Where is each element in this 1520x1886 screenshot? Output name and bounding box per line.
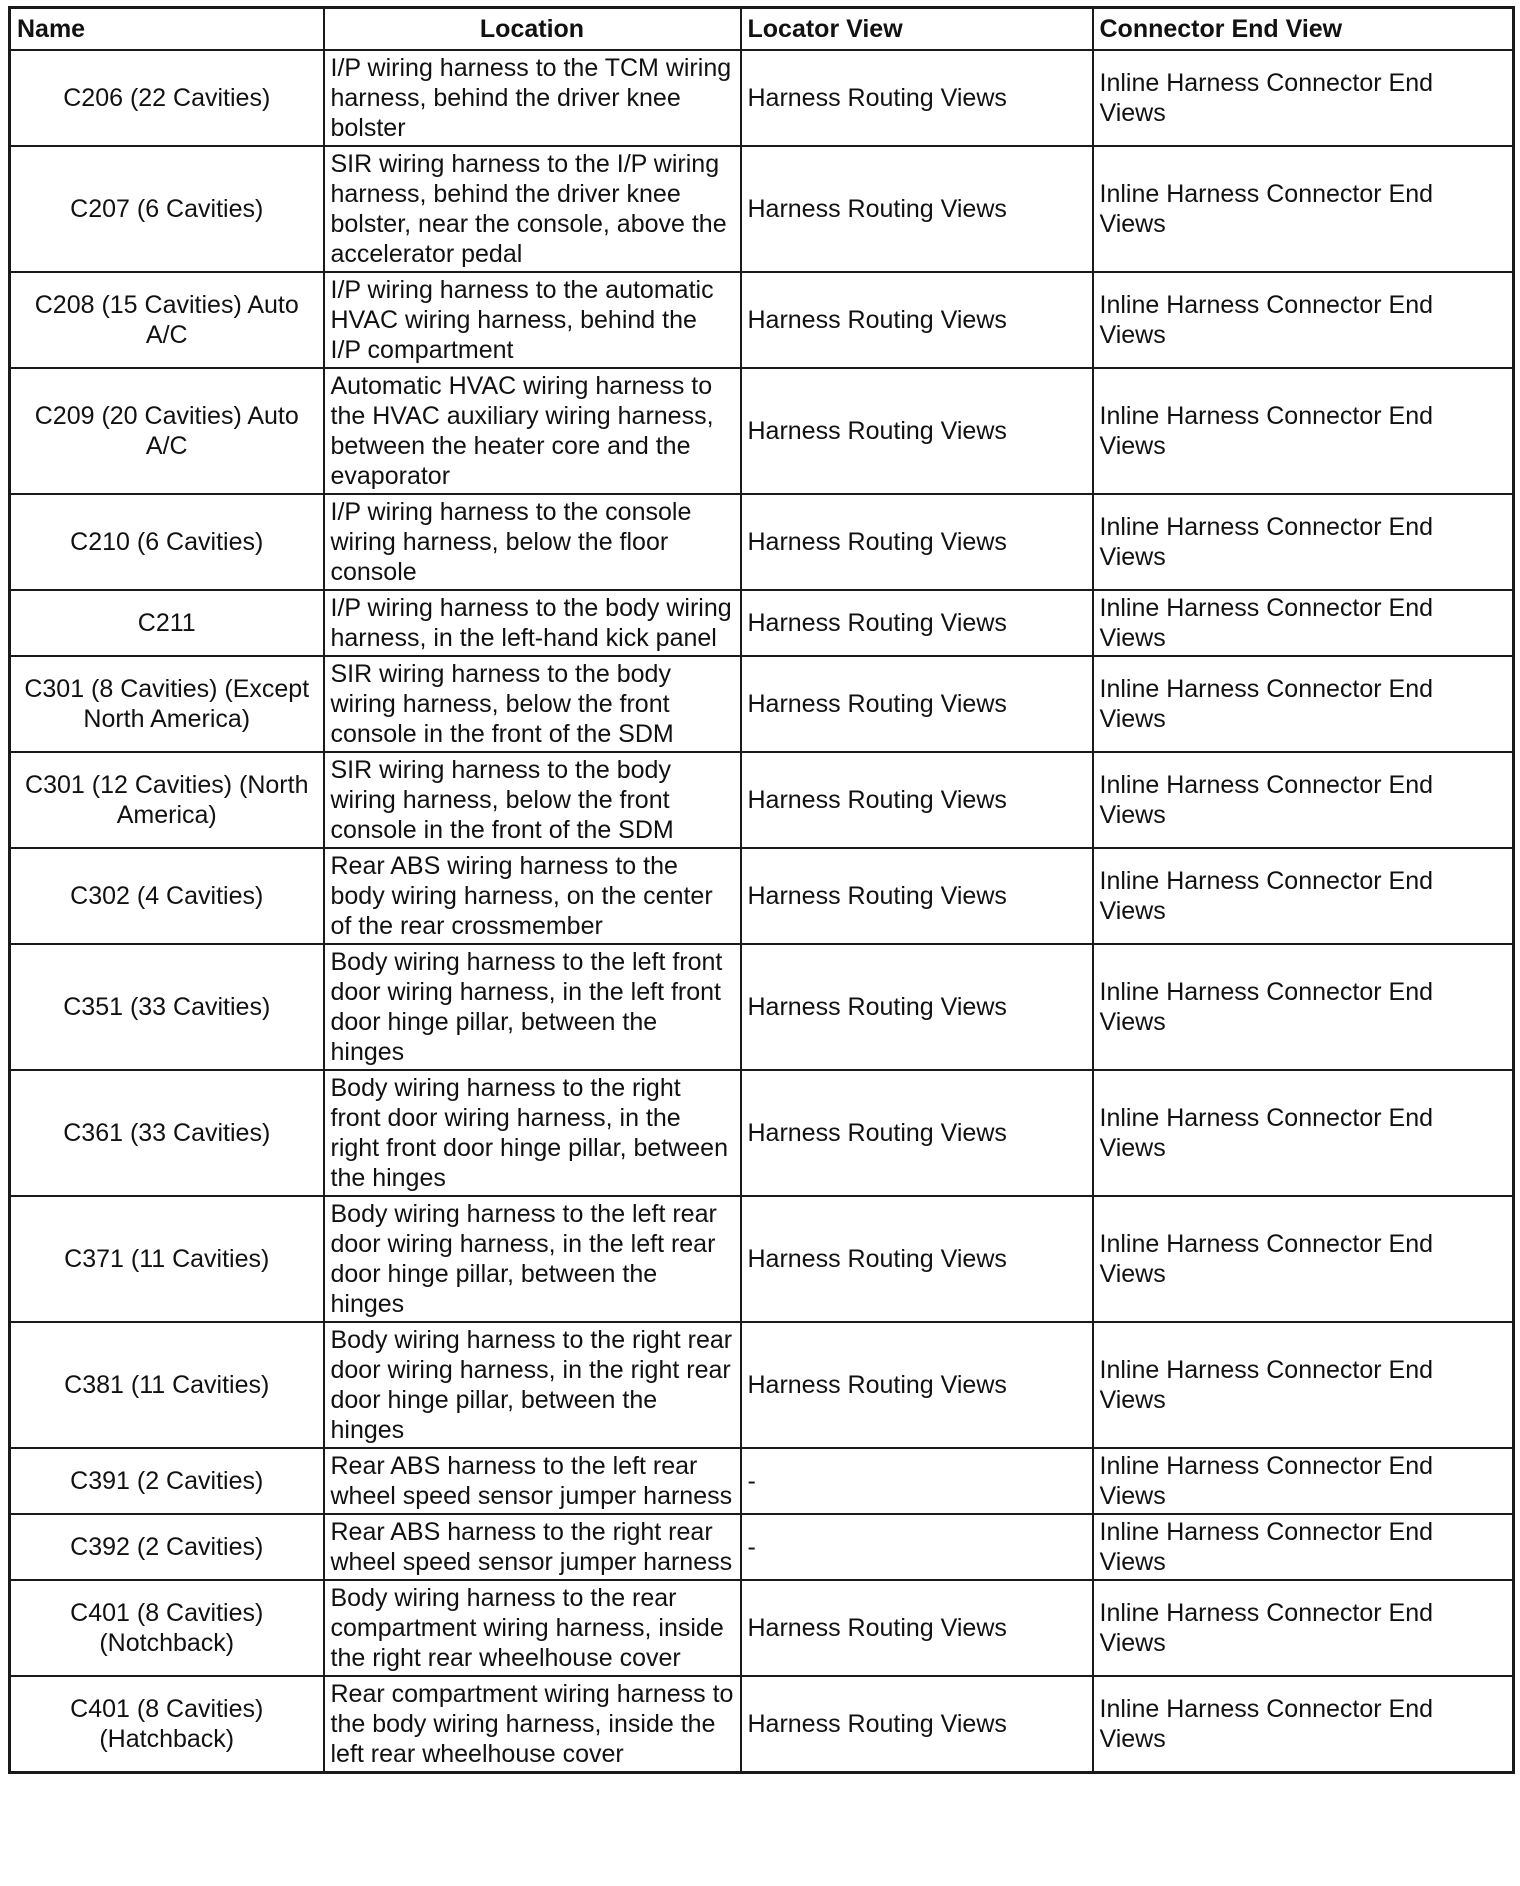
cell-location: Body wiring harness to the right rear door wiring harness, in the right rear door hinge pillar, between the hinges (324, 1322, 741, 1448)
header-connector-end-view: Connector End View (1093, 8, 1514, 51)
cell-locator-view: Harness Routing Views (741, 368, 1093, 494)
cell-name: C401 (8 Cavities) (Hatchback) (10, 1676, 324, 1773)
cell-name: C301 (12 Cavities) (North America) (10, 752, 324, 848)
cell-connector-end-view: Inline Harness Connector End Views (1093, 944, 1514, 1070)
cell-connector-end-view: Inline Harness Connector End Views (1093, 368, 1514, 494)
cell-locator-view: Harness Routing Views (741, 50, 1093, 146)
cell-locator-view: Harness Routing Views (741, 146, 1093, 272)
cell-locator-view: Harness Routing Views (741, 752, 1093, 848)
table-row (10, 1676, 1514, 1773)
cell-connector-end-view: Inline Harness Connector End Views (1093, 1070, 1514, 1196)
cell-location: Body wiring harness to the rear compartment wiring harness, inside the right rear wheelhouse cover (324, 1580, 741, 1676)
cell-connector-end-view: Inline Harness Connector End Views (1093, 590, 1514, 656)
cell-connector-end-view: Inline Harness Connector End Views (1093, 1514, 1514, 1580)
cell-connector-end-view: Inline Harness Connector End Views (1093, 50, 1514, 146)
cell-connector-end-view: Inline Harness Connector End Views (1093, 656, 1514, 752)
table-row (10, 272, 1514, 368)
table-row (10, 944, 1514, 1070)
cell-name: C361 (33 Cavities) (10, 1070, 324, 1196)
cell-connector-end-view: Inline Harness Connector End Views (1093, 272, 1514, 368)
cell-connector-end-view: Inline Harness Connector End Views (1093, 146, 1514, 272)
cell-connector-end-view: Inline Harness Connector End Views (1093, 1580, 1514, 1676)
cell-connector-end-view: Inline Harness Connector End Views (1093, 494, 1514, 590)
cell-location: Rear compartment wiring harness to the body wiring harness, inside the left rear wheelhouse cover (324, 1676, 741, 1773)
cell-name: C210 (6 Cavities) (10, 494, 324, 590)
cell-connector-end-view: Inline Harness Connector End Views (1093, 848, 1514, 944)
cell-name: C207 (6 Cavities) (10, 146, 324, 272)
cell-name: C211 (10, 590, 324, 656)
cell-connector-end-view: Inline Harness Connector End Views (1093, 752, 1514, 848)
cell-name: C371 (11 Cavities) (10, 1196, 324, 1322)
cell-location: SIR wiring harness to the I/P wiring harness, behind the driver knee bolster, near the console, above the accelerator pedal (324, 146, 741, 272)
cell-name: C392 (2 Cavities) (10, 1514, 324, 1580)
cell-location: Body wiring harness to the left rear door wiring harness, in the left rear door hinge pillar, between the hinges (324, 1196, 741, 1322)
cell-connector-end-view: Inline Harness Connector End Views (1093, 1676, 1514, 1773)
cell-name: C381 (11 Cavities) (10, 1322, 324, 1448)
cell-locator-view: - (741, 1514, 1093, 1580)
header-location: Location (324, 8, 741, 51)
cell-name: C301 (8 Cavities) (Except North America) (10, 656, 324, 752)
table-row (10, 1514, 1514, 1580)
cell-connector-end-view: Inline Harness Connector End Views (1093, 1448, 1514, 1514)
cell-location: Body wiring harness to the right front door wiring harness, in the right front door hinge pillar, between the hinges (324, 1070, 741, 1196)
cell-location: I/P wiring harness to the body wiring harness, in the left-hand kick panel (324, 590, 741, 656)
table-row (10, 1448, 1514, 1514)
cell-name: C302 (4 Cavities) (10, 848, 324, 944)
cell-locator-view: Harness Routing Views (741, 656, 1093, 752)
cell-location: I/P wiring harness to the console wiring harness, below the floor console (324, 494, 741, 590)
cell-location: I/P wiring harness to the automatic HVAC wiring harness, behind the I/P compartment (324, 272, 741, 368)
table-row (10, 752, 1514, 848)
cell-locator-view: Harness Routing Views (741, 1676, 1093, 1773)
table-row (10, 656, 1514, 752)
table-row (10, 1580, 1514, 1676)
cell-locator-view: Harness Routing Views (741, 1196, 1093, 1322)
cell-location: Rear ABS harness to the left rear wheel speed sensor jumper harness (324, 1448, 741, 1514)
table-header-row (10, 8, 1514, 51)
cell-locator-view: Harness Routing Views (741, 590, 1093, 656)
table-row (10, 1322, 1514, 1448)
cell-name: C208 (15 Cavities) Auto A/C (10, 272, 324, 368)
header-locator-view: Locator View (741, 8, 1093, 51)
cell-locator-view: Harness Routing Views (741, 1070, 1093, 1196)
header-name: Name (10, 8, 324, 51)
cell-location: Body wiring harness to the left front door wiring harness, in the left front door hinge pillar, between the hinges (324, 944, 741, 1070)
table-row (10, 848, 1514, 944)
cell-locator-view: Harness Routing Views (741, 494, 1093, 590)
table-row (10, 50, 1514, 146)
cell-connector-end-view: Inline Harness Connector End Views (1093, 1322, 1514, 1448)
cell-name: C209 (20 Cavities) Auto A/C (10, 368, 324, 494)
cell-location: SIR wiring harness to the body wiring harness, below the front console in the front of the SDM (324, 752, 741, 848)
cell-locator-view: Harness Routing Views (741, 272, 1093, 368)
table-row (10, 1196, 1514, 1322)
cell-connector-end-view: Inline Harness Connector End Views (1093, 1196, 1514, 1322)
cell-locator-view: Harness Routing Views (741, 944, 1093, 1070)
cell-location: SIR wiring harness to the body wiring harness, below the front console in the front of the SDM (324, 656, 741, 752)
connector-table (8, 6, 1515, 1774)
cell-locator-view: - (741, 1448, 1093, 1514)
table-row (10, 590, 1514, 656)
table-row (10, 146, 1514, 272)
connector-table-container (8, 6, 1512, 1774)
cell-name: C401 (8 Cavities) (Notchback) (10, 1580, 324, 1676)
cell-locator-view: Harness Routing Views (741, 1322, 1093, 1448)
cell-location: I/P wiring harness to the TCM wiring harness, behind the driver knee bolster (324, 50, 741, 146)
cell-name: C206 (22 Cavities) (10, 50, 324, 146)
table-row (10, 1070, 1514, 1196)
cell-location: Automatic HVAC wiring harness to the HVAC auxiliary wiring harness, between the heater core and the evaporator (324, 368, 741, 494)
table-row (10, 494, 1514, 590)
cell-name: C351 (33 Cavities) (10, 944, 324, 1070)
cell-locator-view: Harness Routing Views (741, 848, 1093, 944)
cell-name: C391 (2 Cavities) (10, 1448, 324, 1514)
table-row (10, 368, 1514, 494)
cell-location: Rear ABS wiring harness to the body wiring harness, on the center of the rear crossmember (324, 848, 741, 944)
cell-location: Rear ABS harness to the right rear wheel speed sensor jumper harness (324, 1514, 741, 1580)
cell-locator-view: Harness Routing Views (741, 1580, 1093, 1676)
